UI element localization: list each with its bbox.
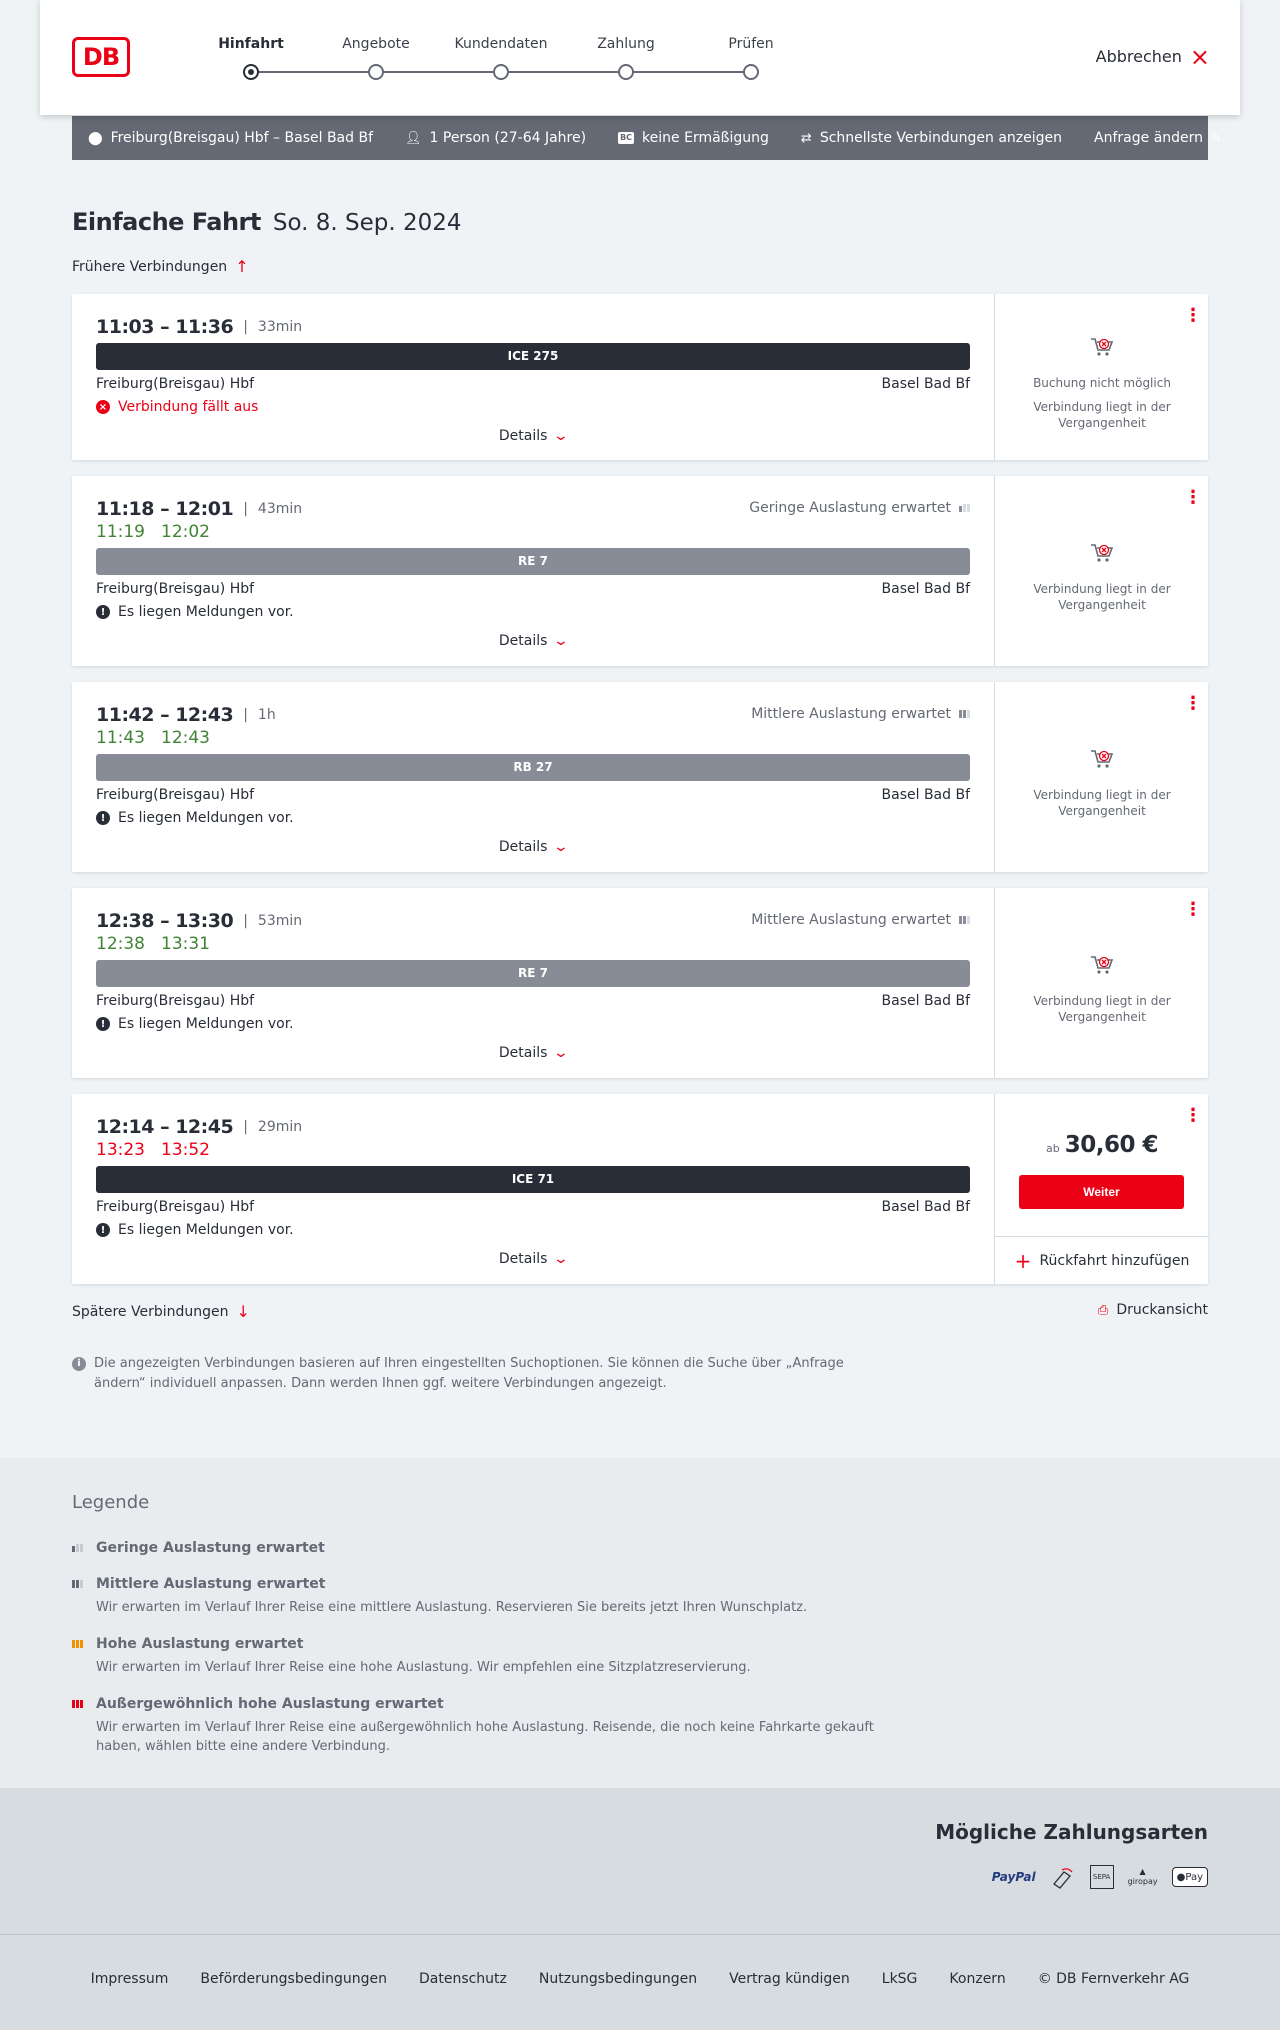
exclamation-icon: ! bbox=[96, 1223, 110, 1237]
step-label: Angebote bbox=[342, 36, 410, 52]
step-dot bbox=[743, 64, 759, 80]
notice-message bbox=[96, 1016, 294, 1032]
details-label: Details bbox=[498, 633, 548, 649]
more-options-icon[interactable]: ⋮ bbox=[1184, 487, 1202, 508]
trip-type: Einfache Fahrt bbox=[72, 208, 261, 236]
cart-unavailable-icon bbox=[1089, 334, 1115, 360]
summary-discount bbox=[618, 130, 769, 146]
step-dot bbox=[243, 64, 259, 80]
legend-item-text: Wir erwarten im Verlauf Ihrer Reise eine außergewöhnlich hohe Auslastung. Reisende, die noch keine Fahrkarte gekauft haben, wählen bitte eine andere Verbindung. bbox=[96, 1720, 874, 1754]
arrival-station: Basel Bad Bf bbox=[881, 1199, 970, 1215]
more-options-icon[interactable]: ⋮ bbox=[1184, 693, 1202, 714]
bahncard-icon: BC bbox=[620, 133, 633, 142]
connection-card[interactable] bbox=[72, 1094, 1208, 1284]
occupancy-text: Mittlere Auslastung erwartet bbox=[751, 706, 951, 722]
footer-link-befoerderungsbedingungen[interactable]: Beförderungsbedingungen bbox=[200, 1971, 387, 1987]
earlier-connections-link[interactable] bbox=[72, 257, 249, 276]
arrow-up-icon: ↑ bbox=[235, 257, 249, 276]
booking-panel bbox=[994, 294, 1208, 460]
realtime-arrival: 13:52 bbox=[161, 1140, 210, 1160]
departure-station: Freiburg(Breisgau) Hbf bbox=[96, 787, 255, 803]
legend-item-high bbox=[72, 1634, 876, 1677]
duration: 29min bbox=[257, 1119, 303, 1135]
train-bar[interactable]: RE 7 bbox=[96, 960, 970, 987]
legend-section bbox=[0, 1458, 1280, 1788]
message-text: Es liegen Meldungen vor. bbox=[118, 810, 294, 826]
step-dot bbox=[618, 64, 634, 80]
giropay-symbol: ▲ bbox=[1139, 1867, 1146, 1876]
train-bar[interactable]: ICE 71 bbox=[96, 1166, 970, 1193]
continue-button[interactable]: Weiter bbox=[1019, 1175, 1184, 1209]
separator: | bbox=[243, 1119, 248, 1135]
departure-station: Freiburg(Breisgau) Hbf bbox=[96, 1199, 255, 1215]
cart-unavailable-icon bbox=[1089, 746, 1115, 772]
realtime-arrival: 13:31 bbox=[161, 934, 210, 954]
occupancy-text: Mittlere Auslastung erwartet bbox=[751, 912, 951, 928]
paypal-icon: PayPal bbox=[991, 1870, 1036, 1884]
price bbox=[995, 1132, 1209, 1158]
plus-icon: + bbox=[1014, 1248, 1032, 1273]
occupancy-icon bbox=[959, 504, 970, 512]
booking-unavailable-text: Verbindung liegt in der Vergangenheit bbox=[1033, 582, 1171, 612]
departure-station: Freiburg(Breisgau) Hbf bbox=[96, 993, 255, 1009]
route-text: Freiburg(Breisgau) Hbf – Basel Bad Bf bbox=[110, 130, 373, 146]
giropay-label: giropay bbox=[1127, 1877, 1158, 1886]
add-return-label: Rückfahrt hinzufügen bbox=[1039, 1252, 1190, 1269]
footer-link-vertrag-kuendigen[interactable]: Vertrag kündigen bbox=[729, 1971, 850, 1987]
booking-unavailable-title: Buchung nicht möglich bbox=[1033, 376, 1171, 390]
step-dot bbox=[493, 64, 509, 80]
details-toggle[interactable] bbox=[72, 633, 994, 649]
legend-item-title: Geringe Auslastung erwartet bbox=[96, 1540, 325, 1556]
details-toggle[interactable] bbox=[72, 839, 994, 855]
connection-times bbox=[96, 498, 302, 520]
planned-times: 11:18 – 12:01 bbox=[96, 498, 234, 520]
step-label: Prüfen bbox=[728, 36, 774, 52]
booking-panel bbox=[994, 888, 1208, 1078]
connection-times bbox=[96, 910, 302, 932]
realtime-times bbox=[96, 1140, 226, 1160]
chevron-down-icon: ⌄ bbox=[553, 839, 570, 855]
legend-item-text: Wir erwarten im Verlauf Ihrer Reise eine hohe Auslastung. Wir empfehlen eine Sitzplatzreservierung. bbox=[96, 1660, 751, 1675]
departure-station: Freiburg(Breisgau) Hbf bbox=[96, 581, 255, 597]
note-text: Die angezeigten Verbindungen basieren auf Ihren eingestellten Suchoptionen. Sie können die Suche über „Anfrage ändern“ individuell anpassen. Dann werden Ihnen ggf. weitere Verbindungen angezeigt. bbox=[94, 1356, 844, 1391]
exclamation-icon: ! bbox=[96, 811, 110, 825]
add-return-button[interactable] bbox=[995, 1236, 1209, 1284]
separator: | bbox=[243, 707, 248, 723]
apple-pay-label: Pay bbox=[1185, 1871, 1203, 1883]
occupancy-indicator bbox=[749, 500, 970, 516]
duration: 1h bbox=[257, 707, 276, 723]
train-bar[interactable]: RB 27 bbox=[96, 754, 970, 781]
page-title bbox=[72, 208, 462, 236]
booking-panel bbox=[994, 1094, 1208, 1284]
duration: 53min bbox=[257, 913, 303, 929]
connection-info bbox=[72, 294, 994, 460]
sepa-label: SEPA bbox=[1092, 1872, 1111, 1881]
booking-unavailable-text: Verbindung liegt in der Vergangenheit bbox=[1033, 788, 1171, 818]
footer-link-datenschutz[interactable]: Datenschutz bbox=[418, 1971, 507, 1987]
footer bbox=[0, 1934, 1280, 2030]
step-zahlung bbox=[561, 34, 691, 54]
booking-panel bbox=[994, 476, 1208, 666]
connection-card[interactable] bbox=[72, 682, 1208, 872]
arrival-station: Basel Bad Bf bbox=[881, 581, 970, 597]
legend-item-text: Wir erwarten im Verlauf Ihrer Reise eine mittlere Auslastung. Reservieren Sie bereits jetzt Ihren Wunschplatz. bbox=[96, 1600, 808, 1615]
booking-panel bbox=[994, 682, 1208, 872]
notice-message bbox=[96, 1222, 294, 1238]
legend-item-title: Mittlere Auslastung erwartet bbox=[96, 1576, 326, 1592]
sepa-icon bbox=[1090, 1865, 1114, 1889]
connection-times bbox=[96, 704, 276, 726]
print-label: Druckansicht bbox=[1116, 1302, 1208, 1318]
details-label: Details bbox=[498, 839, 548, 855]
legend-item-low bbox=[72, 1538, 325, 1558]
print-view-link[interactable] bbox=[1098, 1302, 1208, 1318]
message-text: Es liegen Meldungen vor. bbox=[118, 604, 294, 620]
chevron-down-icon: ⌄ bbox=[553, 1251, 570, 1267]
footer-links bbox=[0, 1971, 1280, 1987]
realtime-times bbox=[96, 934, 226, 954]
payment-title: Mögliche Zahlungsarten bbox=[935, 1820, 1208, 1844]
more-options-icon[interactable]: ⋮ bbox=[1184, 305, 1202, 326]
step-dot bbox=[368, 64, 384, 80]
arrival-station: Basel Bad Bf bbox=[881, 787, 970, 803]
travellers-text: 1 Person (27-64 Jahre) bbox=[429, 130, 587, 146]
details-toggle[interactable] bbox=[72, 1251, 994, 1267]
realtime-departure: 13:23 bbox=[96, 1140, 145, 1160]
occupancy-icon bbox=[959, 710, 970, 718]
step-pruefen bbox=[686, 34, 816, 54]
train-bar[interactable]: ICE 275 bbox=[96, 343, 970, 370]
step-kundendaten bbox=[436, 34, 566, 54]
occupancy-exceptional-icon bbox=[72, 1700, 83, 1708]
error-icon: × bbox=[96, 400, 110, 414]
cancel-label: Abbrechen bbox=[1095, 47, 1182, 66]
separator: | bbox=[243, 501, 248, 517]
planned-times: 11:03 – 11:36 bbox=[96, 316, 234, 338]
summary-route bbox=[88, 130, 373, 146]
step-label: Zahlung bbox=[597, 36, 655, 52]
connection-times bbox=[96, 316, 302, 338]
legend-item-exceptional bbox=[72, 1694, 876, 1756]
chevron-down-icon: ⌄ bbox=[553, 1045, 570, 1061]
apple-logo-icon: ● bbox=[1176, 1871, 1186, 1883]
duration: 33min bbox=[257, 319, 303, 335]
step-label: Hinfahrt bbox=[218, 36, 284, 52]
more-options-icon[interactable]: ⋮ bbox=[1184, 1105, 1202, 1126]
price-value: 30,60 € bbox=[1064, 1132, 1159, 1158]
discount-text: keine Ermäßigung bbox=[642, 130, 769, 146]
location-pin-icon: ⬤ bbox=[88, 130, 103, 146]
swap-arrows-icon: ⇄ bbox=[800, 130, 812, 146]
occupancy-indicator bbox=[751, 912, 970, 928]
connection-info bbox=[72, 476, 994, 666]
message-text: Es liegen Meldungen vor. bbox=[118, 1222, 294, 1238]
info-icon: i bbox=[72, 1357, 86, 1371]
exclamation-icon: ! bbox=[96, 605, 110, 619]
details-label: Details bbox=[498, 428, 548, 444]
realtime-arrival: 12:43 bbox=[161, 728, 210, 748]
booking-unavailable-text: Verbindung liegt in der Vergangenheit bbox=[1033, 400, 1171, 430]
planned-times: 12:38 – 13:30 bbox=[96, 910, 234, 932]
departure-station: Freiburg(Breisgau) Hbf bbox=[96, 376, 255, 392]
step-label: Kundendaten bbox=[454, 36, 548, 52]
chevron-down-icon: ⌄ bbox=[553, 633, 570, 649]
arrival-station: Basel Bad Bf bbox=[881, 376, 970, 392]
separator: | bbox=[243, 913, 248, 929]
cancellation-message bbox=[96, 399, 258, 415]
cart-unavailable-icon bbox=[1089, 540, 1115, 566]
realtime-times bbox=[96, 728, 226, 748]
chevron-down-icon: ⌄ bbox=[553, 428, 570, 444]
notice-message bbox=[96, 604, 294, 620]
price-prefix: ab bbox=[1045, 1142, 1060, 1155]
pencil-icon: ✎ bbox=[1211, 130, 1222, 146]
option-text: Schnellste Verbindungen anzeigen bbox=[819, 130, 1063, 146]
occupancy-low-icon bbox=[72, 1544, 83, 1552]
connection-card[interactable] bbox=[72, 888, 1208, 1078]
duration: 43min bbox=[257, 501, 303, 517]
printer-icon: ⎙ bbox=[1097, 1302, 1109, 1318]
summary-travellers bbox=[405, 130, 586, 146]
connection-info bbox=[72, 1094, 994, 1284]
step-hinfahrt bbox=[186, 34, 316, 54]
footer-copyright: © DB Fernverkehr AG bbox=[1037, 1971, 1190, 1987]
occupancy-text: Geringe Auslastung erwartet bbox=[749, 500, 951, 516]
close-icon: × bbox=[1189, 42, 1210, 71]
realtime-departure: 11:43 bbox=[96, 728, 145, 748]
later-connections-link[interactable] bbox=[72, 1302, 250, 1321]
footer-link-impressum[interactable]: Impressum bbox=[90, 1971, 169, 1987]
details-toggle[interactable] bbox=[72, 428, 994, 444]
occupancy-high-icon bbox=[72, 1640, 83, 1648]
separator: | bbox=[243, 319, 248, 335]
footer-link-konzern[interactable]: Konzern bbox=[949, 1971, 1006, 1987]
message-text: Es liegen Meldungen vor. bbox=[118, 1016, 294, 1032]
cancel-button[interactable] bbox=[1095, 42, 1210, 71]
legend-item-title: Außergewöhnlich hohe Auslastung erwartet bbox=[96, 1696, 444, 1712]
arrow-down-icon: ↓ bbox=[236, 1302, 250, 1321]
more-options-icon[interactable]: ⋮ bbox=[1184, 899, 1202, 920]
details-toggle[interactable] bbox=[72, 1045, 994, 1061]
later-label: Spätere Verbindungen bbox=[72, 1303, 229, 1320]
notice-message bbox=[96, 810, 294, 826]
giropay-icon bbox=[1128, 1862, 1158, 1892]
footer-link-lksg[interactable]: LkSG bbox=[881, 1971, 918, 1987]
planned-times: 12:14 – 12:45 bbox=[96, 1116, 234, 1138]
legend-item-medium bbox=[72, 1574, 876, 1617]
exclamation-icon: ! bbox=[96, 1017, 110, 1031]
legend-title: Legende bbox=[72, 1492, 150, 1513]
realtime-times bbox=[96, 522, 226, 542]
connection-info bbox=[72, 888, 994, 1078]
search-summary-bar bbox=[72, 116, 1222, 160]
connection-times bbox=[96, 1116, 302, 1138]
booking-header bbox=[40, 0, 1240, 115]
realtime-arrival: 12:02 bbox=[161, 522, 210, 542]
details-label: Details bbox=[498, 1045, 548, 1061]
summary-option bbox=[801, 130, 1062, 146]
apple-pay-icon bbox=[1172, 1867, 1208, 1887]
cart-unavailable-icon bbox=[1089, 952, 1115, 978]
occupancy-indicator bbox=[751, 706, 970, 722]
footer-link-nutzungsbedingungen[interactable]: Nutzungsbedingungen bbox=[538, 1971, 698, 1987]
connection-card[interactable] bbox=[72, 476, 1208, 666]
payment-methods-section bbox=[0, 1788, 1280, 1934]
change-request-label: Anfrage ändern bbox=[1094, 130, 1204, 146]
step-angebote bbox=[311, 34, 441, 54]
connection-info bbox=[72, 682, 994, 872]
occupancy-medium-icon bbox=[72, 1580, 83, 1588]
db-logo[interactable]: DB bbox=[72, 37, 130, 77]
legend-item-title: Hohe Auslastung erwartet bbox=[96, 1636, 304, 1652]
payment-icons bbox=[992, 1862, 1208, 1892]
details-label: Details bbox=[498, 1251, 548, 1267]
card-payment-icon bbox=[1050, 1862, 1076, 1892]
trip-date: So. 8. Sep. 2024 bbox=[272, 210, 462, 236]
connection-card[interactable] bbox=[72, 294, 1208, 460]
arrival-station: Basel Bad Bf bbox=[881, 993, 970, 1009]
planned-times: 11:42 – 12:43 bbox=[96, 704, 234, 726]
realtime-departure: 11:19 bbox=[96, 522, 145, 542]
earlier-label: Frühere Verbindungen bbox=[72, 258, 228, 275]
message-text: Verbindung fällt aus bbox=[118, 399, 259, 415]
train-bar[interactable]: RE 7 bbox=[96, 548, 970, 575]
realtime-departure: 12:38 bbox=[96, 934, 145, 954]
change-request-button[interactable] bbox=[1094, 130, 1222, 146]
occupancy-icon bbox=[959, 916, 970, 924]
progress-stepper bbox=[210, 34, 780, 84]
search-info-note bbox=[72, 1354, 852, 1394]
person-icon: 👤︎ bbox=[405, 130, 422, 146]
booking-unavailable-text: Verbindung liegt in der Vergangenheit bbox=[1033, 994, 1171, 1024]
